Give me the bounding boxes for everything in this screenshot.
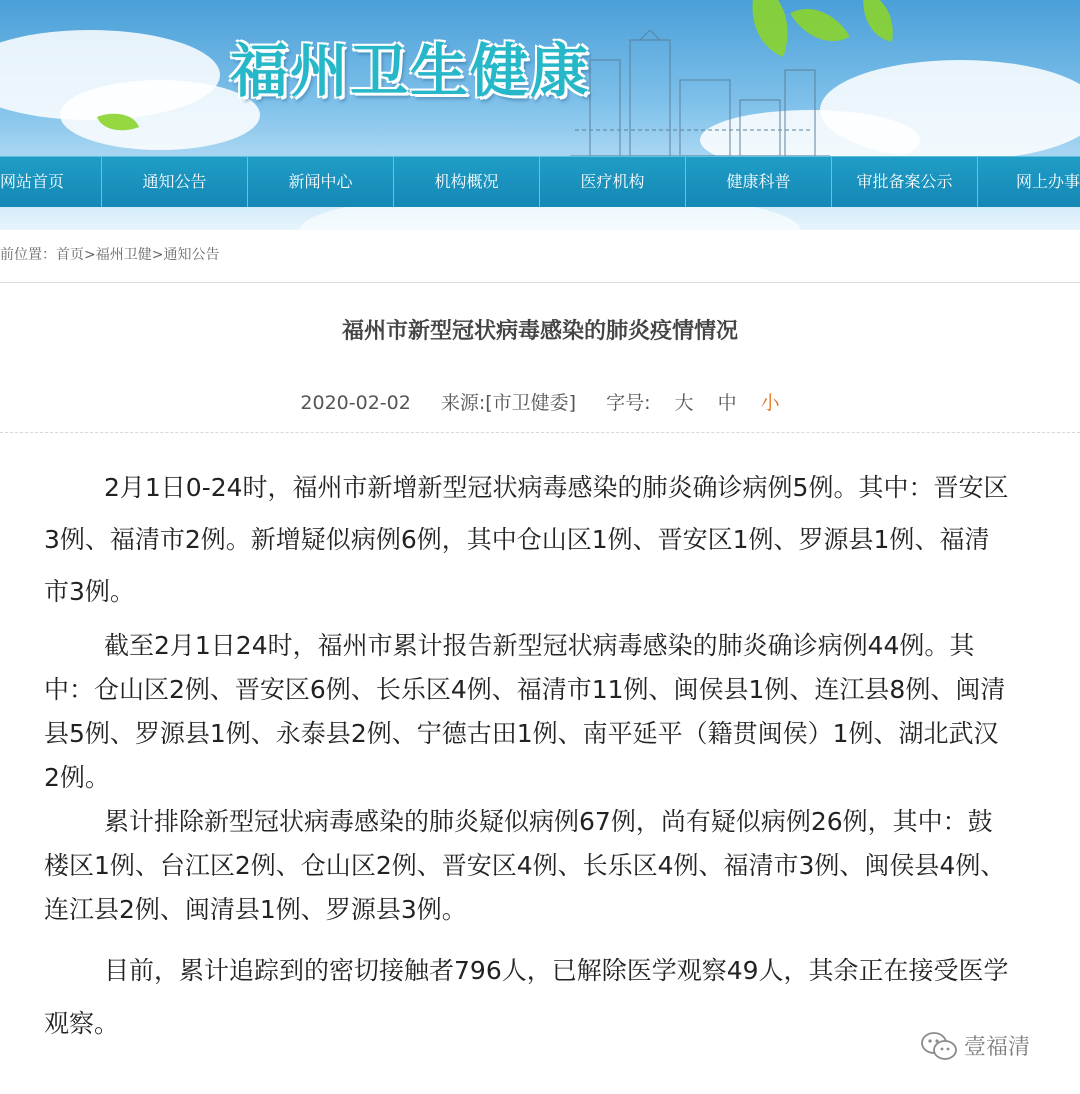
watermark — [920, 1030, 1030, 1061]
nav-item-approval-publicity[interactable]: 审批备案公示 — [832, 157, 978, 207]
nav-item-online-services[interactable]: 网上办事 — [1016, 172, 1080, 191]
nav-item-about[interactable]: 机构概况 — [394, 157, 540, 207]
font-size-label: 字号: — [606, 392, 651, 414]
nav-item-news[interactable]: 新闻中心 — [248, 157, 394, 207]
publish-date: 2020-02-02 — [300, 392, 411, 414]
article-meta — [0, 388, 1080, 415]
font-size-large-option[interactable]: 大 — [674, 392, 694, 414]
article-paragraph: 累计排除新型冠状病毒感染的肺炎疑似病例67例，尚有疑似病例26例，其中：鼓楼区1例、台江区2例、仓山区2例、晋安区4例、长乐区4例、福清市3例、闽侯县4例、连江县2例、闽清县1例、罗源县3例。 — [44, 807, 1006, 924]
nav-item-medical-institutions[interactable]: 医疗机构 — [540, 157, 686, 207]
breadcrumb-link-notices[interactable]: 通知公告 — [163, 247, 220, 263]
article-paragraph: 目前，累计追踪到的密切接触者796人，已解除医学观察49人，其余正在接受医学观察。 — [44, 956, 1009, 1038]
divider — [0, 282, 1080, 283]
wechat-icon — [920, 1031, 958, 1061]
site-title: 福州卫生健康 — [230, 37, 591, 105]
article-paragraph: 2月1日0-24时，福州市新增新型冠状病毒感染的肺炎确诊病例5例。其中：晋安区3例、福清市2例。新增疑似病例6例，其中仓山区1例、晋安区1例、罗源县1例、福清市3例。 — [44, 473, 1009, 606]
source-label: 来源: — [440, 392, 486, 414]
breadcrumb-separator: > — [84, 247, 96, 263]
nav-item-notices[interactable]: 通知公告 — [102, 157, 248, 207]
breadcrumb-separator: > — [151, 247, 164, 263]
article-title: 福州市新型冠状病毒感染的肺炎疫情情况 — [341, 319, 738, 344]
breadcrumb-link-home[interactable]: 首页 — [56, 247, 84, 263]
watermark-text: 壹福清 — [964, 1035, 1031, 1060]
leaf-decoration — [856, 0, 899, 42]
font-size-small-option[interactable]: 小 — [760, 392, 780, 414]
cityscape-illustration — [570, 30, 830, 156]
breadcrumb — [0, 244, 219, 264]
font-size-medium-option[interactable]: 中 — [717, 392, 737, 414]
main-nav — [0, 156, 1080, 207]
site-banner — [0, 0, 1080, 230]
nav-item-home[interactable]: 网站首页 — [0, 157, 102, 207]
article-body — [44, 462, 1014, 1050]
breadcrumb-prefix: 前位置： — [0, 247, 56, 263]
article-paragraph: 截至2月1日24时，福州市累计报告新型冠状病毒感染的肺炎确诊病例44例。其中：仓山区2例、晋安区6例、长乐区4例、福清市11例、闽侯县1例、连江县8例、闽清县5例、罗源县1例、永泰县2例、宁德古田1例、南平延平（籍贯闽侯）1例、湖北武汉2例。 — [44, 631, 1006, 792]
source-info — [441, 392, 576, 414]
breadcrumb-link-fuzhou-health[interactable]: 福州卫健 — [95, 247, 152, 263]
nav-item-health-science[interactable]: 健康科普 — [686, 157, 832, 207]
source-value: [市卫健委] — [485, 392, 577, 414]
divider — [0, 432, 1080, 433]
